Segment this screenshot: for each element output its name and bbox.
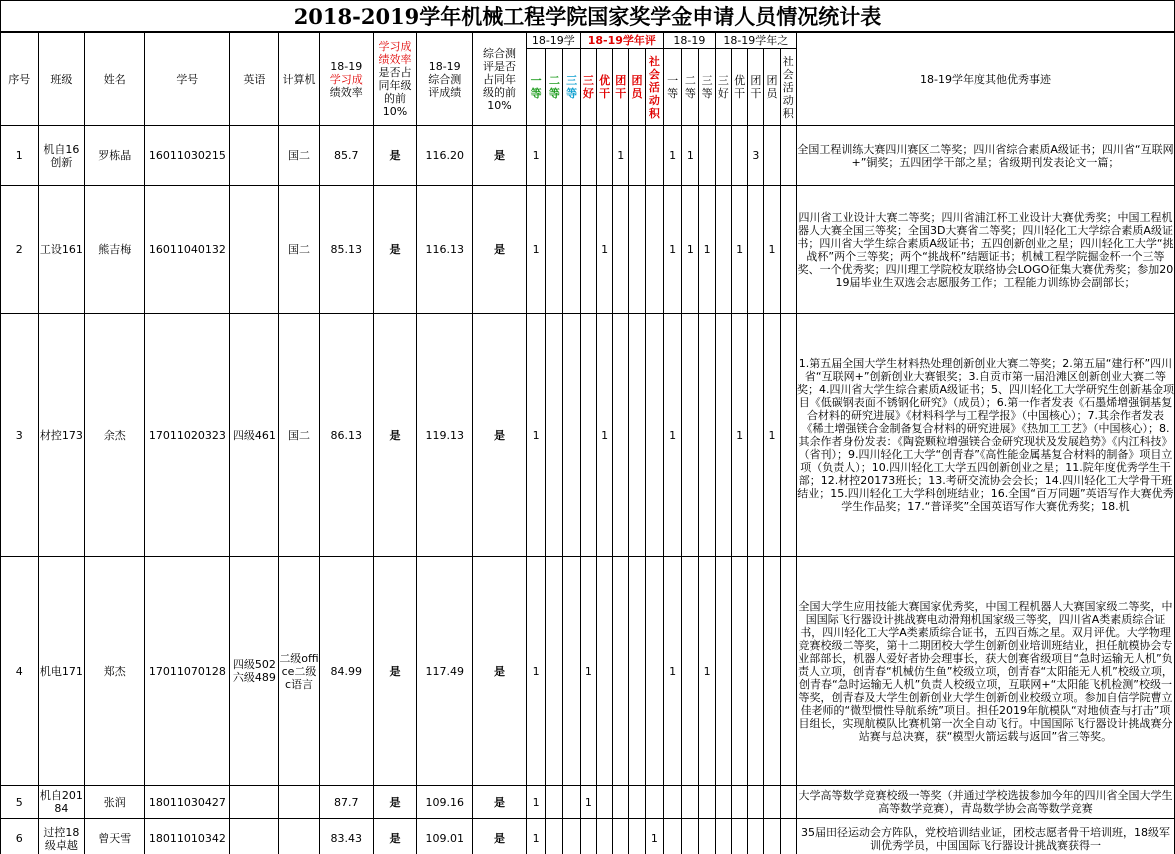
- cell-h-youga: [731, 126, 747, 186]
- cell-g-social: [645, 126, 663, 186]
- cell-g-youga: 1: [596, 314, 612, 557]
- cell-computer: 二级office二级c语言: [279, 557, 320, 786]
- cell-other: 大学高等数学竞赛校级一等奖（并通过学校选拔参加今年的四川省全国大学生高等数学竞赛），青岛数学协会高等数学竞赛: [796, 786, 1174, 819]
- cell-h-tuanyuan: [764, 819, 780, 854]
- header-tuangan-2: 团干: [748, 49, 764, 126]
- cell-h-social: [780, 126, 796, 186]
- header-comp-line2: 综合测: [428, 72, 462, 86]
- cell-h-tuangan: 3: [748, 126, 764, 186]
- cell-h-first: [663, 819, 681, 854]
- cell-g-second: [546, 126, 563, 186]
- cell-h-first: 1: [663, 314, 681, 557]
- cell-comptop: 是: [473, 786, 527, 819]
- cell-other: 35届田径运动会方阵队，党校培训结业证，团校志愿者骨干培训班，18级军训优秀学员，中国国际飞行器设计挑战赛获得一: [796, 819, 1174, 854]
- cell-h-social: [780, 557, 796, 786]
- cell-g-youga: [596, 126, 612, 186]
- cell-student-id: 18011010342: [145, 819, 230, 854]
- cell-g-tuanyuan: [629, 126, 645, 186]
- cell-h-youga: 1: [731, 314, 747, 557]
- cell-g-tuanyuan: [629, 314, 645, 557]
- header-name: 姓名: [85, 33, 145, 126]
- header-social-2: 社会活动积: [780, 49, 796, 126]
- cell-h-second: [682, 314, 699, 557]
- header-tuanyuan: 团员: [629, 49, 645, 126]
- header-comp-top10: [473, 33, 527, 126]
- header-second-prize: 二等: [546, 49, 563, 126]
- cell-computer: [279, 819, 320, 854]
- scholarship-table: [0, 32, 1175, 854]
- cell-g-sanhao: [580, 186, 596, 314]
- cell-g-first: 1: [526, 186, 545, 314]
- cell-h-tuanyuan: 1: [764, 314, 780, 557]
- cell-h-second: 1: [682, 126, 699, 186]
- cell-g-sanhao: [580, 126, 596, 186]
- cell-g-social: [645, 186, 663, 314]
- cell-comptop: 是: [473, 314, 527, 557]
- header-computer: 计算机: [279, 33, 320, 126]
- cell-g-youga: [596, 557, 612, 786]
- cell-h-sanhao: [715, 819, 731, 854]
- cell-comp: 109.16: [417, 786, 473, 819]
- cell-class: 工设161: [38, 186, 85, 314]
- cell-h-tuangan: [748, 314, 764, 557]
- cell-h-third: [699, 126, 715, 186]
- header-top10: [373, 33, 417, 126]
- cell-g-third: [563, 314, 580, 557]
- header-group-scholarship-2: 18-19: [663, 33, 715, 49]
- cell-g-youga: 1: [596, 186, 612, 314]
- cell-g-second: [546, 819, 563, 854]
- cell-top10: 是: [373, 557, 417, 786]
- cell-g-third: [563, 819, 580, 854]
- cell-h-first: 1: [663, 126, 681, 186]
- header-third-prize: 三等: [563, 49, 580, 126]
- cell-seq: 4: [1, 557, 39, 786]
- cell-g-tuangan: 1: [613, 126, 629, 186]
- cell-seq: 6: [1, 819, 39, 854]
- cell-g-tuanyuan: [629, 186, 645, 314]
- header-first-prize-2: 一等: [663, 49, 681, 126]
- cell-g-third: [563, 126, 580, 186]
- cell-g-tuanyuan: [629, 557, 645, 786]
- table-row: [1, 819, 1175, 854]
- cell-h-second: [682, 819, 699, 854]
- cell-top10: 是: [373, 819, 417, 854]
- cell-h-tuanyuan: 1: [764, 186, 780, 314]
- cell-name: 罗栋晶: [85, 126, 145, 186]
- cell-score-eff: 84.99: [319, 557, 373, 786]
- header-student-id: 学号: [145, 33, 230, 126]
- header-top10-line6: 10%: [382, 105, 408, 118]
- cell-g-sanhao: [580, 819, 596, 854]
- header-social: 社会活动积: [645, 49, 663, 126]
- cell-h-third: 1: [699, 557, 715, 786]
- header-youga-2: 优干: [731, 49, 747, 126]
- header-seq: 序号: [1, 33, 39, 126]
- cell-h-youga: [731, 786, 747, 819]
- cell-h-third: [699, 314, 715, 557]
- cell-comptop: 是: [473, 557, 527, 786]
- cell-name: 熊吉梅: [85, 186, 145, 314]
- cell-g-sanhao: 1: [580, 557, 596, 786]
- cell-g-tuangan: [613, 186, 629, 314]
- cell-h-first: 1: [663, 186, 681, 314]
- header-top10-line1: 学习成: [378, 40, 412, 53]
- cell-h-second: 1: [682, 186, 699, 314]
- cell-other: 1.第五届全国大学生材料热处理创新创业大赛二等奖；2.第五届“建行杯”四川省“互联网+”创新创业大赛银奖；3.自贡市第一届沿滩区创新创业大赛二等奖；4.四川省大学生综合素质A级证书；5、四川轻化工大学研究生创新基金项目《低碳钢表面不锈钢化研究》（成员）；6.第一作者发表《石墨烯增强铜基复合材料的研究进展》《材料科学与工程学报》（中国核心）；7.其余作者发表《稀土增强镁合金制备复合材料的研究进展》《热加工工艺》（中国核心）；8.其余作者身份发表：《陶瓷颗粒增强镁合金研究现状及发展趋势》《内江科技》（省刊）；9.四川轻化工大学“创青春”《高性能金属基复合材料的制备》项目立项（负责人）；10.四川轻化工大学五四创新创业之星；11.院年度优秀学生干部；12.材控20173班长；13.考研交流协会会长；14.四川轻化工大学骨干班结业；15.四川轻化工大学科创班结业；16.全国“百万同题”英语写作大赛优秀学生作品奖；17.“普译奖”全国英语写作大赛优秀奖；18.机: [796, 314, 1174, 557]
- header-row-1: [1, 33, 1175, 49]
- header-sanhao: 三好: [580, 49, 596, 126]
- cell-g-social: [645, 557, 663, 786]
- header-third-prize-2: 三等: [699, 49, 715, 126]
- cell-score-eff: 86.13: [319, 314, 373, 557]
- header-group-scholarship: 18-19学: [526, 33, 580, 49]
- cell-english: [230, 819, 279, 854]
- header-second-prize-2: 二等: [682, 49, 699, 126]
- header-group-evaluation: 18-19学年评: [580, 33, 663, 49]
- cell-h-third: 1: [699, 186, 715, 314]
- cell-g-second: [546, 314, 563, 557]
- cell-h-sanhao: [715, 557, 731, 786]
- header-other-deeds: 18-19学年度其他优秀事迹: [796, 33, 1174, 126]
- cell-comp: 109.01: [417, 819, 473, 854]
- cell-g-third: [563, 557, 580, 786]
- cell-g-third: [563, 786, 580, 819]
- cell-h-third: [699, 786, 715, 819]
- header-tuangan: 团干: [613, 49, 629, 126]
- header-score-eff-line1: 18-19: [330, 59, 363, 73]
- cell-h-second: [682, 557, 699, 786]
- cell-score-eff: 87.7: [319, 786, 373, 819]
- cell-h-social: [780, 186, 796, 314]
- cell-g-second: [546, 557, 563, 786]
- cell-g-tuangan: [613, 314, 629, 557]
- cell-h-tuangan: [748, 186, 764, 314]
- cell-h-third: [699, 819, 715, 854]
- table-row: [1, 786, 1175, 819]
- cell-student-id: 17011070128: [145, 557, 230, 786]
- cell-h-sanhao: [715, 186, 731, 314]
- cell-g-youga: [596, 819, 612, 854]
- cell-g-tuangan: [613, 786, 629, 819]
- cell-g-first: 1: [526, 819, 545, 854]
- cell-h-social: [780, 819, 796, 854]
- cell-h-social: [780, 314, 796, 557]
- table-row: [1, 186, 1175, 314]
- cell-top10: 是: [373, 126, 417, 186]
- cell-h-first: [663, 786, 681, 819]
- header-group-evaluation-2: 18-19学年之: [715, 33, 796, 49]
- cell-student-id: 16011030215: [145, 126, 230, 186]
- cell-comptop: 是: [473, 819, 527, 854]
- cell-name: 曾天雪: [85, 819, 145, 854]
- cell-h-tuanyuan: [764, 126, 780, 186]
- cell-g-first: 1: [526, 786, 545, 819]
- cell-comp: 117.49: [417, 557, 473, 786]
- cell-other: 四川省工业设计大赛二等奖；四川省浦江杯工业设计大赛优秀奖；中国工程机器人大赛全国三等奖；全国3D大赛省二等奖；四川轻化工大学综合素质A级证书；四川省大学生综合素质A级证书；五四创新创业之星；四川轻化工大学“挑战杯”两个三等奖；两个“挑战杯”结题证书；机械工程学院掘金杯一个三等奖、一个优秀奖；四川理工学院校友联络协会LOGO征集大赛优秀奖；参加2019届毕业生双选会志愿服务工作；工程能力训练协会副部长；: [796, 186, 1174, 314]
- cell-english: [230, 186, 279, 314]
- cell-g-tuanyuan: [629, 786, 645, 819]
- header-comptop-line1: 综合测: [483, 46, 517, 60]
- cell-h-tuanyuan: [764, 786, 780, 819]
- header-comptop-line5: 10%: [487, 98, 512, 112]
- cell-g-tuangan: [613, 819, 629, 854]
- header-class: 班级: [38, 33, 85, 126]
- cell-g-social: [645, 786, 663, 819]
- cell-h-tuangan: [748, 557, 764, 786]
- cell-h-tuangan: [748, 819, 764, 854]
- cell-class: 机电171: [38, 557, 85, 786]
- cell-computer: 国二: [279, 314, 320, 557]
- header-top10-line4: 同年级: [378, 79, 412, 92]
- cell-h-first: 1: [663, 557, 681, 786]
- header-comptop-line3: 占同年: [483, 72, 517, 86]
- header-top10-line5: 的前: [383, 92, 406, 105]
- cell-h-youga: [731, 819, 747, 854]
- header-score-eff-line2: 学习成: [329, 72, 363, 86]
- cell-other: 全国工程训练大赛四川赛区二等奖；四川省综合素质A级证书；四川省“互联网+”铜奖；五四团学干部之星；省级期刊发表论文一篇；: [796, 126, 1174, 186]
- cell-seq: 1: [1, 126, 39, 186]
- table-row: [1, 557, 1175, 786]
- cell-g-first: 1: [526, 126, 545, 186]
- cell-name: 郑杰: [85, 557, 145, 786]
- cell-h-sanhao: [715, 786, 731, 819]
- cell-g-second: [546, 186, 563, 314]
- cell-top10: 是: [373, 786, 417, 819]
- cell-top10: 是: [373, 186, 417, 314]
- cell-english: 四级502六级489: [230, 557, 279, 786]
- cell-comp: 119.13: [417, 314, 473, 557]
- cell-g-first: 1: [526, 557, 545, 786]
- cell-name: 余杰: [85, 314, 145, 557]
- cell-class: 材控173: [38, 314, 85, 557]
- cell-name: 张润: [85, 786, 145, 819]
- cell-h-second: [682, 786, 699, 819]
- cell-comp: 116.20: [417, 126, 473, 186]
- table-row: [1, 314, 1175, 557]
- cell-english: [230, 786, 279, 819]
- cell-class: 过控18级卓越: [38, 819, 85, 854]
- cell-g-tuangan: [613, 557, 629, 786]
- cell-g-third: [563, 186, 580, 314]
- cell-h-tuangan: [748, 786, 764, 819]
- cell-g-social: [645, 314, 663, 557]
- cell-english: 四级461: [230, 314, 279, 557]
- cell-g-tuanyuan: [629, 819, 645, 854]
- header-comptop-line4: 级的前: [483, 85, 517, 99]
- cell-seq: 5: [1, 786, 39, 819]
- header-sanhao-2: 三好: [715, 49, 731, 126]
- cell-student-id: 16011040132: [145, 186, 230, 314]
- cell-comp: 116.13: [417, 186, 473, 314]
- cell-seq: 3: [1, 314, 39, 557]
- header-score-efficiency: [319, 33, 373, 126]
- cell-computer: 国二: [279, 186, 320, 314]
- cell-computer: 国二: [279, 126, 320, 186]
- cell-class: 机自20184: [38, 786, 85, 819]
- header-comp-line1: 18-19: [428, 59, 461, 73]
- table-row: [1, 126, 1175, 186]
- sheet-title: 2018-2019学年机械工程学院国家奖学金申请人员情况统计表: [0, 0, 1175, 32]
- cell-g-first: 1: [526, 314, 545, 557]
- cell-top10: 是: [373, 314, 417, 557]
- cell-h-social: [780, 786, 796, 819]
- cell-seq: 2: [1, 186, 39, 314]
- cell-computer: [279, 786, 320, 819]
- cell-h-sanhao: [715, 314, 731, 557]
- cell-score-eff: 83.43: [319, 819, 373, 854]
- cell-english: [230, 126, 279, 186]
- cell-g-youga: [596, 786, 612, 819]
- header-score-eff-line3: 绩效率: [329, 85, 363, 99]
- header-youga: 优干: [596, 49, 612, 126]
- cell-g-second: [546, 786, 563, 819]
- cell-g-sanhao: 1: [580, 786, 596, 819]
- header-first-prize: 一等: [526, 49, 545, 126]
- cell-comptop: 是: [473, 186, 527, 314]
- cell-h-youga: 1: [731, 186, 747, 314]
- cell-score-eff: 85.13: [319, 186, 373, 314]
- cell-student-id: 17011020323: [145, 314, 230, 557]
- header-top10-line2: 绩效率: [378, 53, 412, 66]
- cell-g-sanhao: [580, 314, 596, 557]
- header-top10-line3: 是否占: [378, 66, 412, 79]
- cell-comptop: 是: [473, 126, 527, 186]
- cell-h-youga: [731, 557, 747, 786]
- cell-h-tuanyuan: [764, 557, 780, 786]
- header-comptop-line2: 评是否: [483, 59, 517, 73]
- header-english: 英语: [230, 33, 279, 126]
- cell-h-sanhao: [715, 126, 731, 186]
- header-tuanyuan-2: 团员: [764, 49, 780, 126]
- cell-student-id: 18011030427: [145, 786, 230, 819]
- cell-class: 机自16创新: [38, 126, 85, 186]
- cell-other: 全国大学生应用技能大赛国家优秀奖，中国工程机器人大赛国家级二等奖，中国国际飞行器设计挑战赛电动滑翔机国家级三等奖，四川省A类素质综合证书，四川轻化工大学A类素质综合证书，五四百炼之星。双月评优。大学物理竞赛校级二等奖，第十二期团校大学生创新创业培训班结业，担任航模协会专业部部长，机器人爱好者协会理事长，获大创赛省级项目“急时运输无人机”负责人立项，创青春“机械仿生鱼”校级立项，创青春“太阳能无人机”校级立项，创青春“急时运输无人机”负责人校级立项，互联网+“太阳能飞机检测”校级一等奖，创青春及大学生创新创业大学生创新创业校级立项。参加自信学院曹立佳老师的“微型惯性导航系统”项目。担任2019年航模队“对地侦查与打击”项目组长，实现航模队比赛机第一次全自动飞行。中国国际飞行器设计挑战赛分站赛与总决赛，获“模型火箭运载与返回”省三等奖。: [796, 557, 1174, 786]
- cell-score-eff: 85.7: [319, 126, 373, 186]
- header-comprehensive: [417, 33, 473, 126]
- cell-g-social: 1: [645, 819, 663, 854]
- header-comp-line3: 评成绩: [428, 85, 462, 99]
